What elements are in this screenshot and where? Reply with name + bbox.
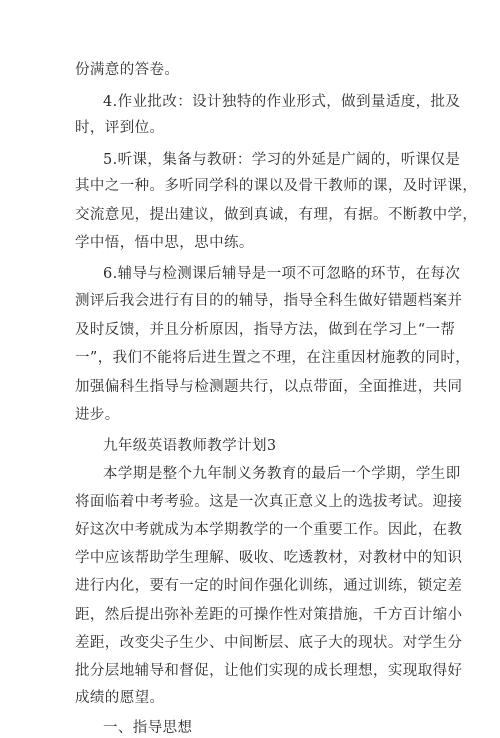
text-line: 学中应该帮助学生理解、吸收、吃透教材，对教材中的知识 <box>75 550 463 566</box>
text-line: 学中悟，悟中思，思中练。 <box>75 235 254 251</box>
text-line: 交流意见，提出建议，做到真诚，有理，有据。不断教中学， <box>75 207 478 223</box>
section-heading: 九年级英语教师教学计划3 <box>103 438 277 454</box>
text-line: 5.听课，集备与教研：学习的外延是广阔的，听课仅是 <box>103 152 461 168</box>
text-line: 进步。 <box>75 407 120 423</box>
text-line: 4.作业批改：设计独特的作业形式，做到量适度，批及 <box>103 94 461 110</box>
text-line: 测评后我会进行有目的的辅导，指导全科生做好错题档案并 <box>75 293 463 309</box>
text-line: 将面临着中考考验。这是一次真正意义上的选拔考试。迎接 <box>75 494 463 510</box>
text-line: 好这次中考就成为本学期教学的一个重要工作。因此，在教 <box>75 522 463 538</box>
text-line: 本学期是整个九年制义务教育的最后一个学期，学生即 <box>103 466 461 482</box>
text-line: 时，评到位。 <box>75 120 165 136</box>
text-line: 及时反馈，并且分析原因，指导方法，做到在学习上“一帮 <box>75 322 456 338</box>
text-line: 成绩的愿望。 <box>75 690 165 706</box>
text-line: 距，然后提出弥补差距的可操作性对策措施，千方百计缩小 <box>75 607 463 623</box>
text-line: 批分层地辅导和督促，让他们实现的成长理想，实现取得好 <box>75 663 463 679</box>
text-line: 进行内化，要有一定的时间作强化训练，通过训练，锁定差 <box>75 578 463 594</box>
text-line: 一”，我们不能将后进生置之不理，在注重因材施教的同时， <box>75 350 471 366</box>
text-line: 其中之一种。多听同学科的课以及骨干教师的课，及时评课， <box>75 178 478 194</box>
section-heading: 一、指导思想 <box>103 720 193 736</box>
text-line: 差距，改变尖子生少、中间断层、底子大的现状。对学生分 <box>75 635 463 651</box>
text-line: 6.辅导与检测课后辅导是一项不可忽略的环节，在每次 <box>103 266 461 282</box>
text-line: 加强偏科生指导与检测题共行，以点带面，全面推进，共同 <box>75 379 463 395</box>
text-line: 份满意的答卷。 <box>75 62 180 78</box>
